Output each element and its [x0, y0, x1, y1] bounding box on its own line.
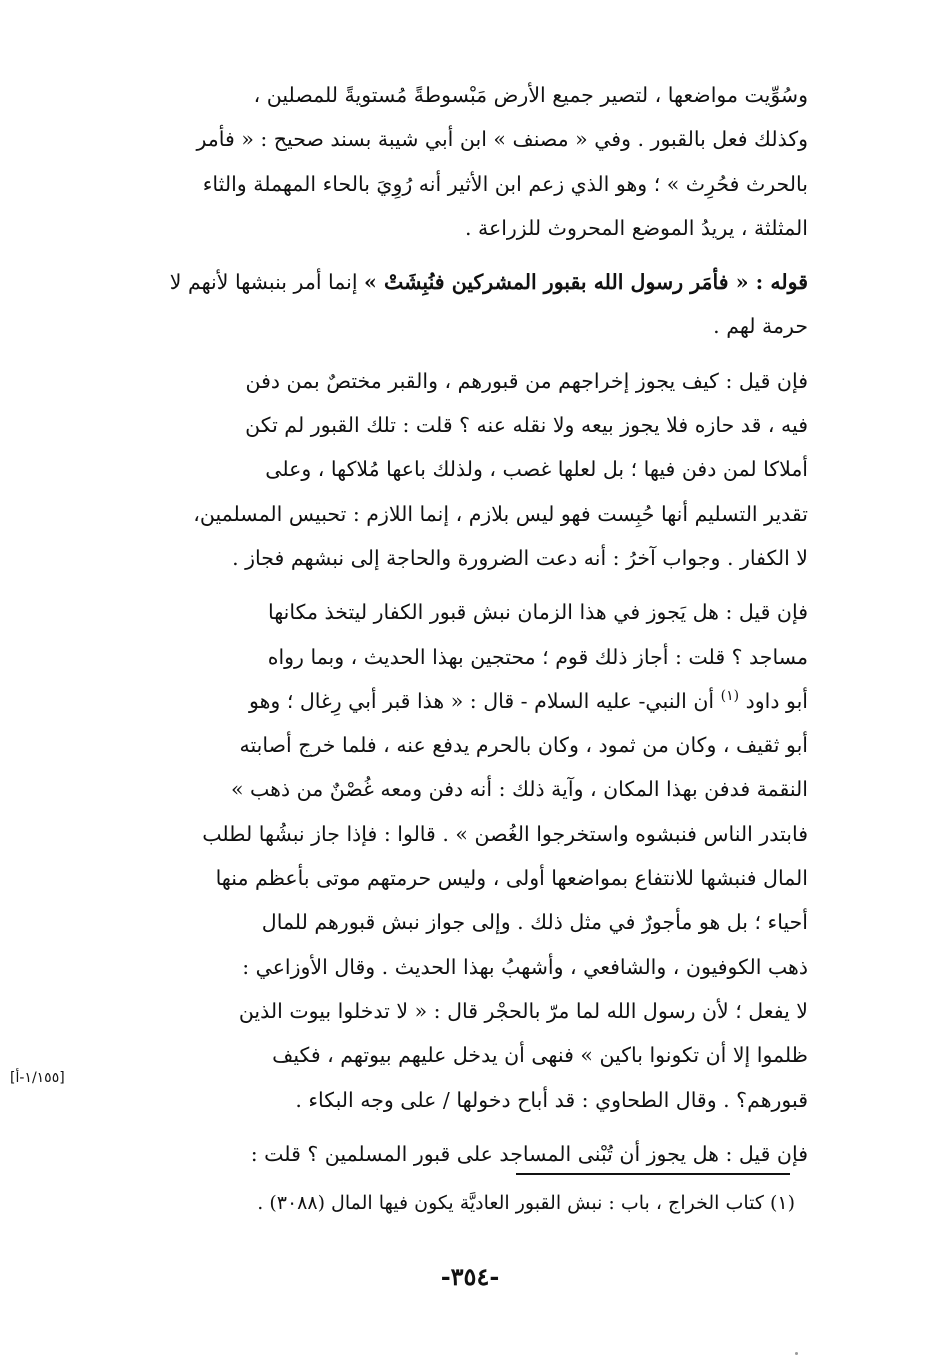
text-line: مساجد ؟ قلت : أجاز ذلك قوم ؛ محتجين بهذا الحديث ، وبما رواه: [267, 644, 808, 669]
text-line: حرمة لهم .: [713, 314, 808, 339]
main-text: [108, 73, 808, 1176]
text-line: قبورهم؟ . وقال الطحاوي : قد أباح دخولها / على وجه البكاء .: [295, 1087, 808, 1112]
paragraph-5: [108, 1132, 808, 1176]
paragraph-4: [108, 590, 808, 1122]
text-line: أملاكا لمن دفن فيها ؛ بل لعلها غصب ، ولذلك باعها مُلاكها ، وعلى: [265, 457, 808, 482]
scan-speck: [795, 1352, 798, 1355]
text-line: إنما أمر بنبشها لأنهم لا: [169, 270, 365, 295]
footnote: (١) كتاب الخراج ، باب : نبش القبور العاديَّة يكون فيها المال (٣٠٨٨) .: [257, 1192, 795, 1214]
paragraph-2: [108, 260, 808, 349]
text-line: ذهب الكوفيون ، والشافعي ، وأشهبُ بهذا الحديث . وقال الأوزاعي :: [242, 954, 808, 979]
text-line: المال فنبشها للانتفاع بمواضعها أولى ، وليس حرمتهم موتى بأعظم منها: [215, 866, 808, 891]
page-number: -٣٥٤-: [440, 1262, 500, 1291]
text-line: أحياء ؛ بل هو مأجورٌ في مثل ذلك . وإلى جواز نبش قبورهم للمال: [261, 910, 808, 935]
text-line: النقمة فدفن بهذا المكان ، وآية ذلك : أنه دفن ومعه غُصْنٌ من ذهب »: [230, 777, 808, 802]
text-line: فيه ، قد حازه فلا يجوز بيعه ولا نقله عنه ؟ قلت : تلك القبور لم تكن: [245, 413, 808, 438]
quoted-hadith-bold: قوله : « فأمَر رسول الله بقبور المشركين فنُبِشَتْ »: [364, 270, 808, 295]
text-line: فإن قيل : هل يجوز أن تُبْنى المساجد على قبور المسلمين ؟ قلت :: [250, 1141, 808, 1166]
text-line: فإن قيل : كيف يجوز إخراجهم من قبورهم ، والقبر مختصٌ بمن دفن: [245, 368, 808, 393]
text-line: فابتدر الناس فنبشوه واستخرجوا الغُصن » . قالوا : فإذا جاز نبشُها لطلب: [202, 821, 808, 846]
paragraph-3: [108, 359, 808, 580]
text-line: أن النبي- عليه السلام - قال : « هذا قبر أبي رِغال ؛ وهو: [249, 688, 721, 713]
text-line: بالحرث فحُرِث » ؛ وهو الذي زعم ابن الأثير أنه رُوِيَ بالحاء المهملة والثاء: [202, 171, 808, 196]
text-line: وكذلك فعل بالقبور . وفي « مصنف » ابن أبي شيبة بسند صحيح : « فأمر: [196, 127, 808, 152]
text-line: لا يفعل ؛ لأن رسول الله لما مرّ بالحجْر قال : « لا تدخلوا بيوت الذين: [238, 998, 808, 1023]
footnote-reference[interactable]: (١): [720, 688, 740, 705]
text-line: لا الكفار . وجواب آخرُ : أنه دعت الضرورة والحاجة إلى نبشهم فجاز .: [232, 545, 808, 570]
text-line: ظلموا إلا أن تكونوا باكين » فنهى أن يدخل عليهم بيوتهم ، فكيف: [272, 1043, 808, 1068]
text-line: أبو ثقيف ، وكان من ثمود ، وكان بالحرم يدفع عنه ، فلما خرج أصابته: [239, 733, 808, 758]
footnote-divider: [516, 1173, 790, 1175]
text-line: المثلثة ، يريدُ الموضع المحروث للزراعة .: [464, 215, 808, 240]
text-line: تقدير التسليم أنها حُبِست فهو ليس بلازم ، إنما اللازم : تحبيس المسلمين،: [193, 501, 808, 526]
manuscript-folio-marker: [١/١٥٥-أ]: [10, 1070, 65, 1086]
text-line: أبو داود: [745, 688, 808, 713]
text-line: فإن قيل : هل يَجوز في هذا الزمان نبش قبور الكفار ليتخذ مكانها: [267, 600, 808, 625]
paragraph-1: [108, 73, 808, 250]
text-line: وسُوِّيت مواضعها ، لتصير جميع الأرض مَبْسوطةً مُستويةً للمصلين ،: [253, 83, 808, 107]
